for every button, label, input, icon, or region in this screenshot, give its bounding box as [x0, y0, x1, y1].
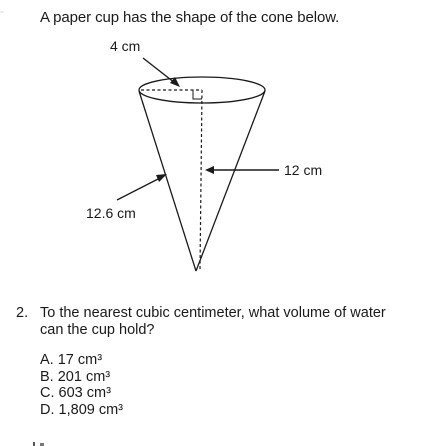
option-b[interactable]	[40, 369, 123, 386]
cone-left-side	[139, 91, 196, 271]
height-dashed-line	[200, 90, 202, 270]
option-value: 17 cm³	[57, 352, 103, 368]
option-c[interactable]	[40, 385, 123, 402]
right-angle-marker	[193, 90, 202, 99]
slant-arrow-line	[117, 178, 160, 200]
height-arrowhead	[205, 166, 214, 174]
option-a[interactable]	[40, 352, 123, 369]
slant-arrowhead	[156, 174, 167, 182]
radius-label: 4 cm	[110, 38, 141, 54]
question-text: To the nearest cubic centimeter, what volume of water can the cup hold?	[40, 305, 386, 338]
option-value: 201 cm³	[57, 368, 111, 385]
option-letter: D.	[40, 401, 55, 418]
problem-intro: A paper cup has the shape of the cone below.	[40, 9, 340, 26]
answer-options	[40, 352, 123, 418]
option-letter: A.	[40, 352, 54, 368]
option-d[interactable]	[40, 402, 123, 419]
option-value: 1,809 cm³	[58, 401, 124, 418]
slant-label: 12.6 cm	[86, 205, 136, 221]
option-value: 603 cm³	[58, 385, 111, 401]
option-letter: B.	[40, 368, 54, 385]
cut-off-text-fragment	[32, 438, 52, 446]
question-number: 2.	[16, 305, 29, 321]
option-letter: C.	[40, 385, 55, 401]
cone-right-side	[196, 91, 265, 271]
left-margin-mark: ⁼	[0, 11, 4, 18]
height-label: 12 cm	[284, 162, 323, 178]
radius-arrow-line	[143, 58, 175, 83]
